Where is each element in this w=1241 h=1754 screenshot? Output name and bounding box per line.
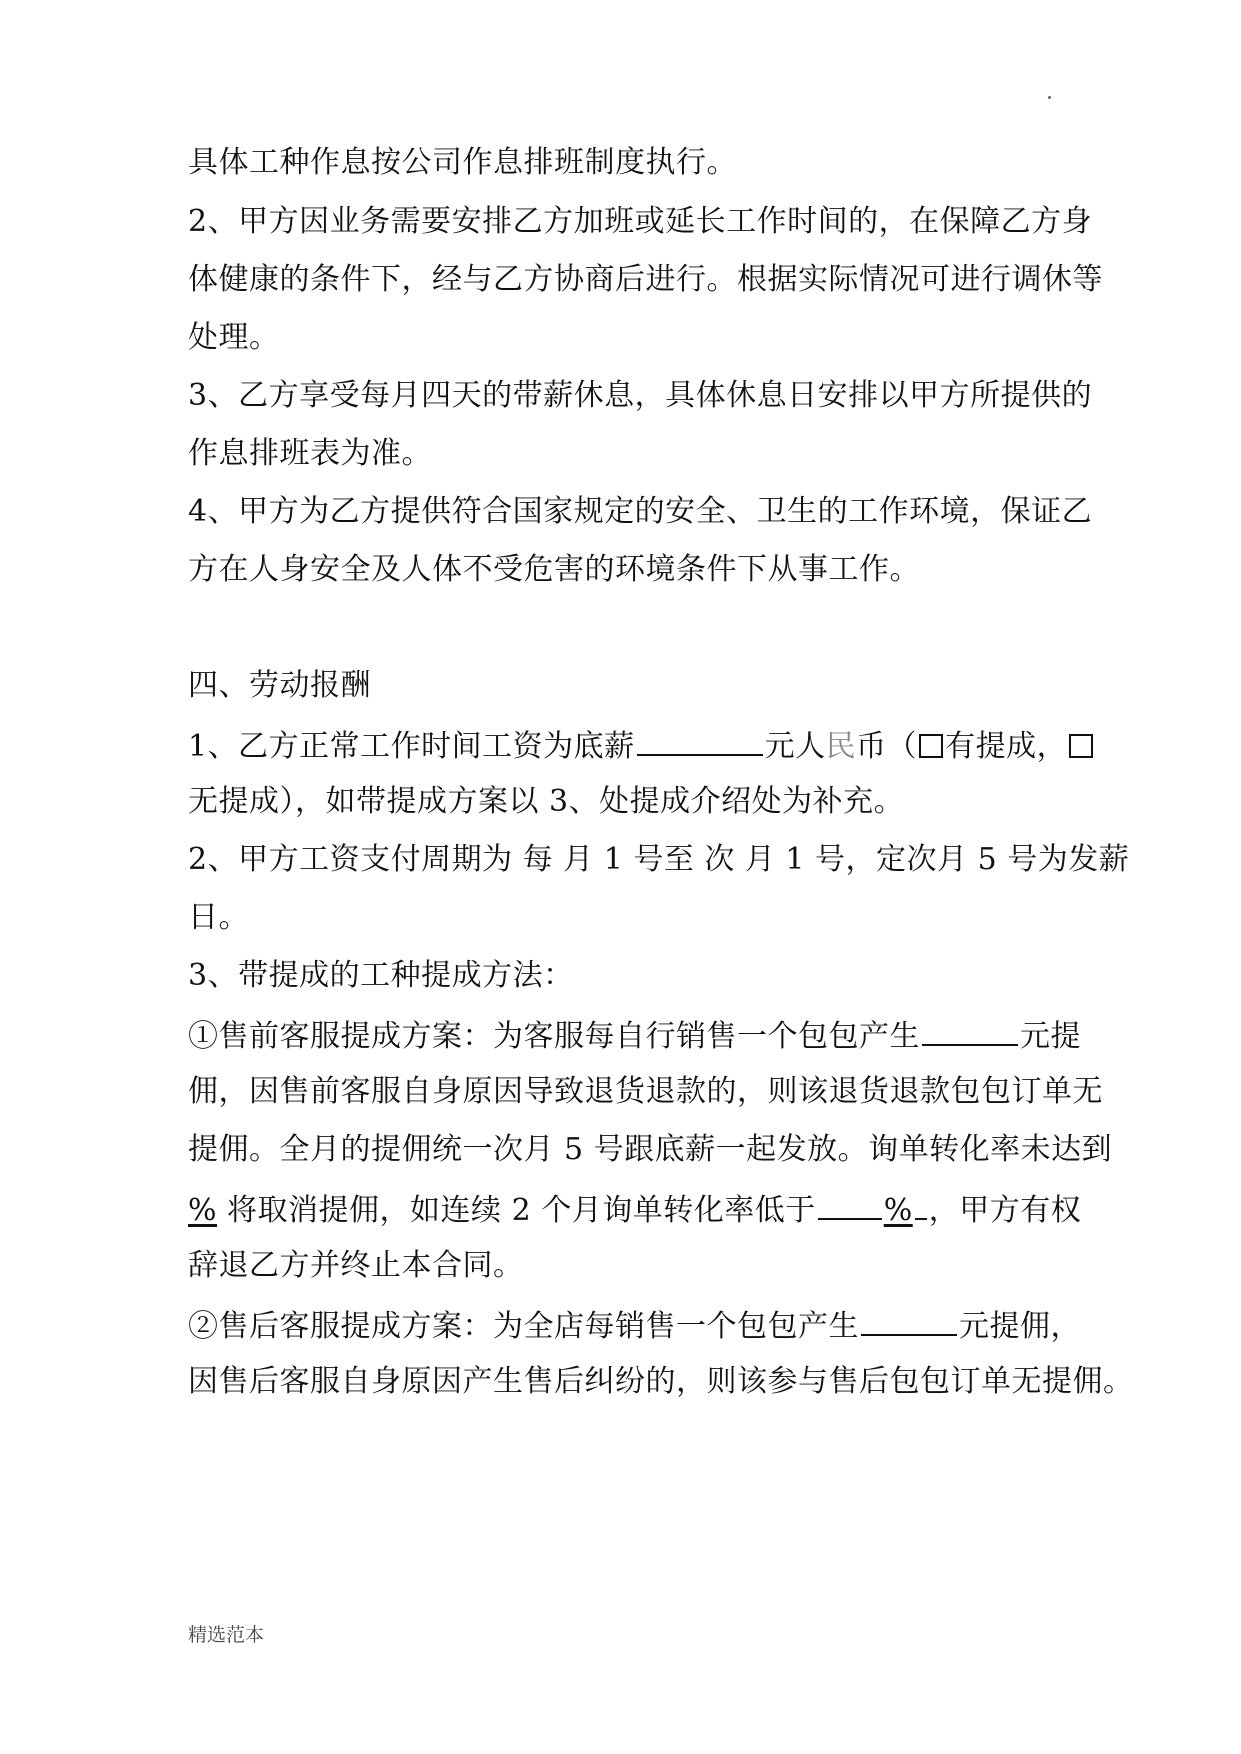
pay-line-1 (188, 724, 1088, 767)
text-segment: 将取消提佣，如连续 2 个月询单转化率低于 (217, 1193, 816, 1228)
text-line: 作息排班表为准。 (188, 436, 432, 471)
text-segment: 元人 (764, 729, 826, 764)
text-line: 3、带提成的工种提成方法： (188, 958, 574, 993)
text-line: 2、甲方因业务需要安排乙方加班或延长工作时间的，在保障乙方身 (188, 204, 1093, 239)
pay-line-9 (188, 1188, 1088, 1231)
text-segment: ①售前客服提成方案：为客服每自行销售一个包包产生 (188, 1019, 920, 1054)
text-line: 体健康的条件下，经与乙方协商后进行。根据实际情况可进行调休等 (188, 262, 1103, 297)
text-line: 方在人身安全及人体不受危害的环境条件下从事工作。 (188, 552, 920, 587)
text-line: 具体工种作息按公司作息排班制度执行。 (188, 145, 737, 180)
aftersale-commission-blank (861, 1304, 957, 1336)
pay-line-11 (188, 1304, 1088, 1347)
salary-blank (637, 724, 763, 756)
text-line: 佣，因售前客服自身原因导致退货退款的，则该退货退款包包订单无 (188, 1074, 1103, 1109)
text-line: 辞退乙方并终止本合同。 (188, 1248, 524, 1283)
percent-field: % (188, 1193, 218, 1228)
text-line: 3、乙方享受每月四天的带薪休息，具体休息日安排以甲方所提供的 (188, 378, 1093, 413)
percent-field: % (883, 1193, 913, 1228)
corner-dot (1048, 96, 1051, 99)
text-segment: 元提 (1020, 1019, 1081, 1054)
text-line: 日。 (188, 900, 249, 935)
text-segment: 元提佣， (959, 1309, 1081, 1344)
commission-yes-checkbox (919, 734, 943, 758)
pay-line-6 (188, 1014, 1088, 1057)
rate-blank-tail (915, 1188, 927, 1220)
text-line: 提佣。全月的提佣统一次月 5 号跟底薪一起发放。询单转化率未达到 (188, 1132, 1113, 1167)
commission-no-checkbox (1069, 734, 1093, 758)
section-title: 四、劳动报酬 (188, 668, 371, 703)
text-segment: 民 (825, 729, 857, 764)
text-line: 因售后客服自身原因产生售后纠纷的，则该参与售后包包订单无提佣。 (188, 1364, 1134, 1399)
rate-blank (818, 1188, 882, 1220)
text-line: 4、甲方为乙方提供符合国家规定的安全、卫生的工作环境，保证乙 (188, 494, 1093, 529)
presale-commission-blank (922, 1014, 1018, 1046)
text-segment: 有提成， (945, 729, 1068, 764)
text-line: 2、甲方工资支付周期为 每 月 1 号至 次 月 1 号，定次月 5 号为发薪 (188, 842, 1130, 877)
text-segment: 币（ (856, 729, 918, 764)
text-segment: ，甲方有权 (928, 1193, 1082, 1228)
page-footer: 精选范本 (188, 1624, 265, 1646)
text-segment: ②售后客服提成方案：为全店每销售一个包包产生 (188, 1309, 859, 1344)
text-segment: 1、乙方正常工作时间工资为底薪 (188, 729, 635, 764)
text-line: 处理。 (188, 320, 280, 355)
text-line: 无提成），如带提成方案以 3、处提成介绍处为补充。 (188, 784, 905, 819)
